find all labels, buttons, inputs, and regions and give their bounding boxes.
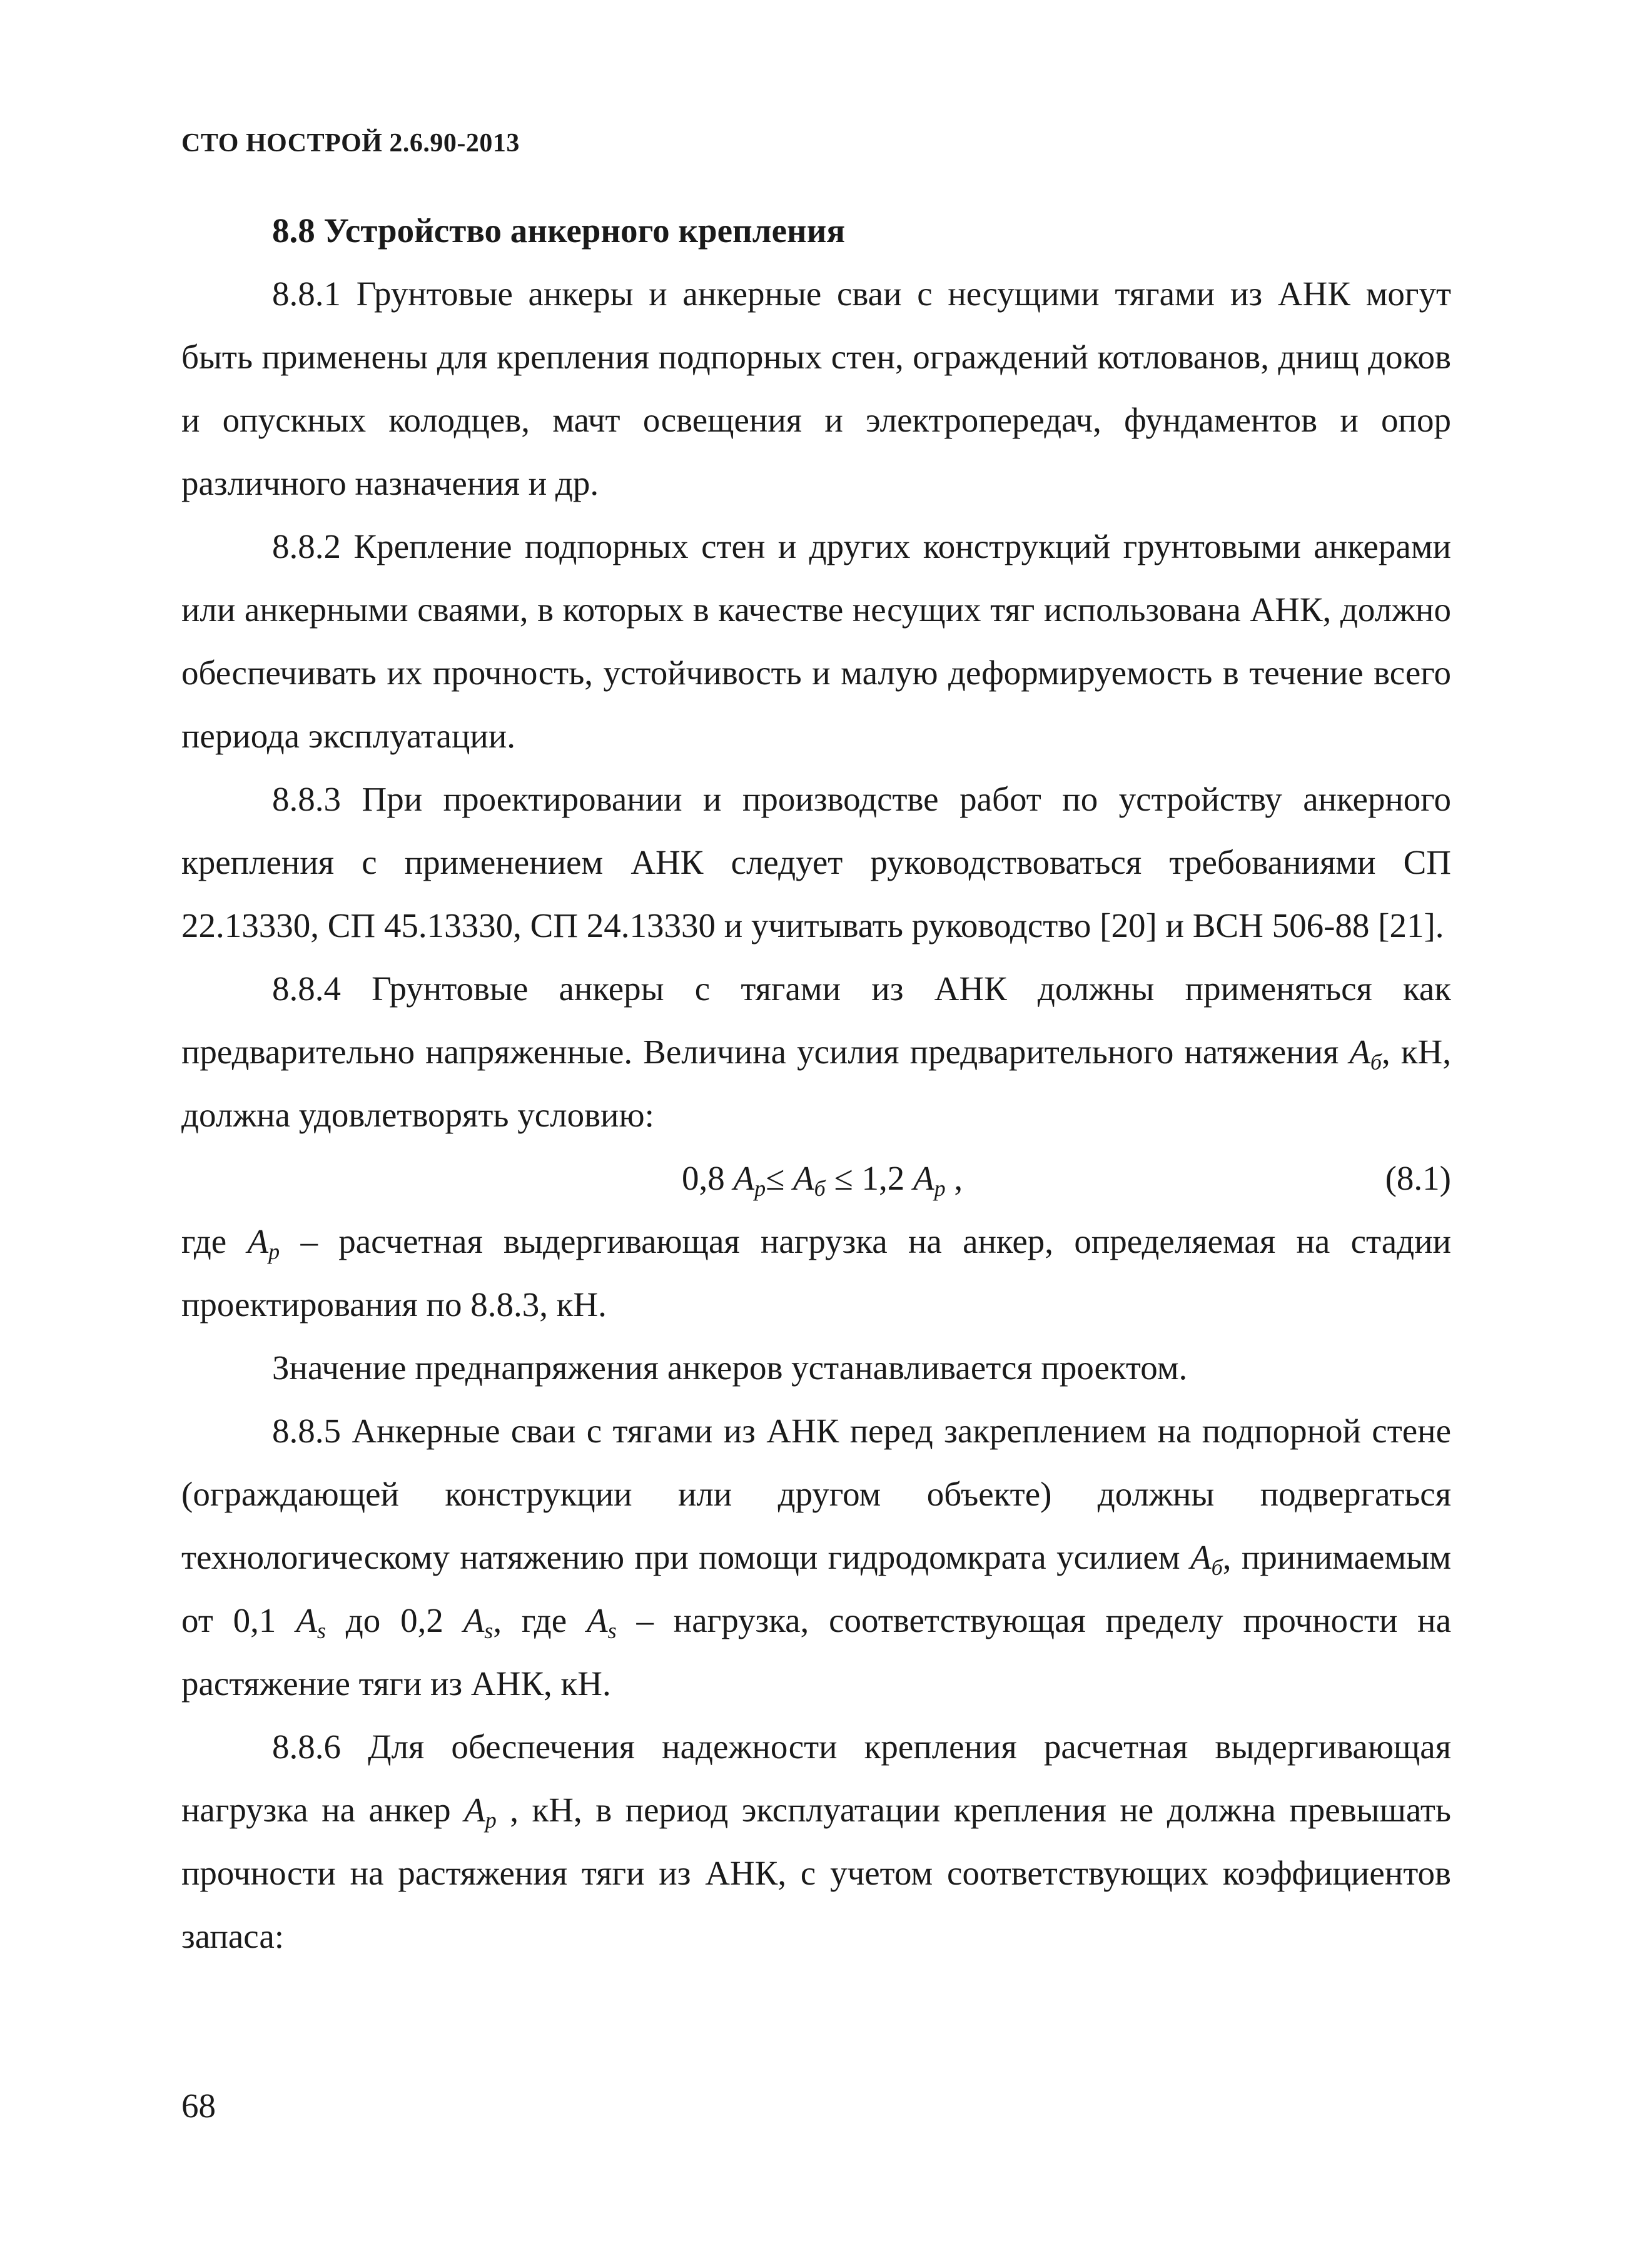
paragraph-8-8-1: 8.8.1 Грунтовые анкеры и анкерные сваи с несущими тягами из АНК могут быть применены для крепления подпорных стен, ограждений котлованов, днищ доков и опускных колодцев, мачт освещения и электропередач, фундаментов и опор различного назначения и др. xyxy=(181,275,1451,502)
symbol-a-s-2: $A_s$ xyxy=(463,1601,494,1643)
formula-expression: 0,8 $A_р\le A_б \le 1,2$ $A_р$ , xyxy=(682,1159,963,1201)
formula-8-1 xyxy=(181,1147,1451,1210)
paragraph-8-8-2: 8.8.2 Крепление подпорных стен и других конструкций грунтовыми анкерами или анкерными сваями, в которых в качестве несущих тяг использована АНК, должно обеспечивать их прочность, устойчивость и малую деформируемость в течение всего периода эксплуатации. xyxy=(181,527,1451,755)
paragraph-8-8-4-text-end: , кН, должна удовлетворять условию: xyxy=(181,1033,1451,1134)
paragraph-8-8-3: 8.8.3 При проектировании и производстве работ по устройству анкерного крепления с применением АНК следует руководствоваться требованиями СП 22.13330, СП 45.13330, СП 24.13330 и учитывать руководство [20] и ВСН 506-88 [21]. xyxy=(181,780,1451,944)
paragraph-8-8-6: 8.8.6 Для обеспечения надежности крепления расчетная выдергивающая нагрузка на анкер $A_р$ , кН, в период эксплуатации крепления не должна превышать прочности на растяжения тяги из АНК, с учетом соответствующих коэффициентов запаса: xyxy=(181,1728,1451,1955)
paragraph-8-8-5: 8.8.5 Анкерные сваи с тягами из АНК перед закреплением на подпорной стене (ограждающей конструкции или другом объекте) должны подвергаться технологическому натяжению при помощи гидродомкрата усилием $A_б$, принимаемым от 0,1 $A_s$ до 0,2 $A_s$, где $A_s$ – нагрузка, соответствующая пределу прочности на растяжение тяги из АНК, кН. xyxy=(181,1412,1452,1703)
formula-symbol-a-p: $A_р$ xyxy=(733,1159,766,1201)
formula-symbol-a-p-2: $A_р$ xyxy=(913,1159,946,1201)
paragraph-8-8-4-text-start: 8.8.4 Грунтовые анкеры с тягами из АНК должны применяться как предварительно напряженные. Величина усилия предварительного натяжения xyxy=(181,969,1451,1071)
formula-number: (8.1) xyxy=(1385,1159,1451,1197)
prestress-note: Значение преднапряжения анкеров устанавливается проектом. xyxy=(272,1349,1188,1387)
symbol-a-p-2: $A_р$ xyxy=(464,1791,497,1833)
document-code-header: СТО НОСТРОЙ 2.6.90-2013 xyxy=(181,129,520,158)
formula-symbol-a-b: $A_б$ xyxy=(793,1159,826,1201)
paragraph-8-8-4 xyxy=(181,957,1451,1147)
symbol-a-b-2: $A_б$ xyxy=(1190,1538,1223,1580)
symbol-a-p: $A_р$ xyxy=(247,1222,280,1264)
section-title: 8.8 Устройство анкерного крепления xyxy=(272,211,846,250)
document-body xyxy=(181,199,1451,1968)
formula-explanation: где $A_р$ – расчетная выдергивающая нагрузка на анкер, определяемая на стадии проектирования по 8.8.3, кН. xyxy=(181,1222,1451,1324)
symbol-a-s-3: $A_s$ xyxy=(586,1601,617,1643)
page-number: 68 xyxy=(181,2087,216,2125)
symbol-a-b: $A_б$ xyxy=(1349,1033,1382,1075)
symbol-a-s-1: $A_s$ xyxy=(296,1601,326,1643)
